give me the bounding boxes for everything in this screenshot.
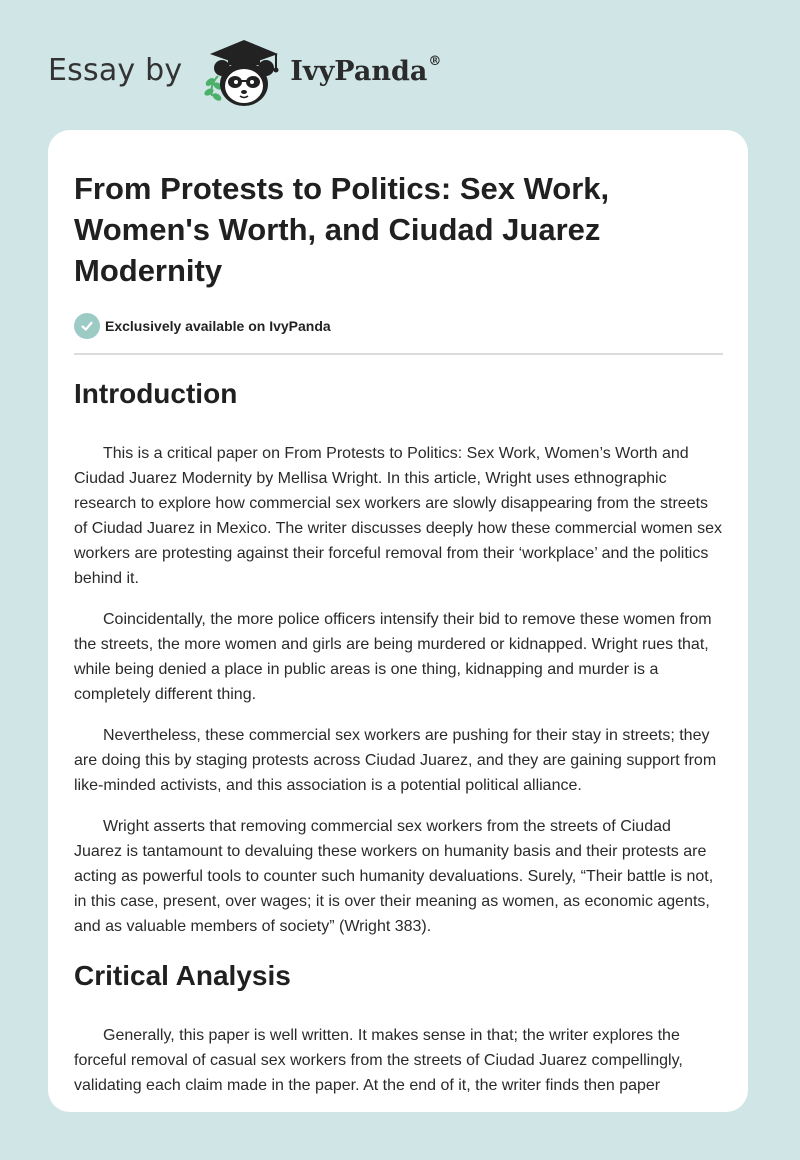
essay-content bbox=[74, 168, 723, 1098]
divider bbox=[74, 353, 723, 355]
panda-graduate-icon bbox=[198, 36, 284, 110]
registered-mark: ® bbox=[428, 53, 442, 69]
paragraph: Nevertheless, these commercial sex workers are pushing for their stay in streets; they are doing this by staging protests across Ciudad Juarez, and they are gaining support from like-minded activists, and this association is a potential political alliance. bbox=[74, 727, 717, 794]
ivypanda-logo[interactable] bbox=[198, 36, 441, 110]
page-title: From Protests to Politics: Sex Work, Women's Worth, and Ciudad Juarez Modernity bbox=[74, 171, 610, 288]
essay-card bbox=[48, 130, 748, 1112]
paragraph: Generally, this paper is well written. It makes sense in that; the writer explores the forceful removal of casual sex workers from the streets of Ciudad Juarez compellingly, validating each claim made in the paper. At the end of it, the writer finds then paper bbox=[74, 1027, 683, 1094]
badge-label: Exclusively available on IvyPanda bbox=[105, 318, 331, 334]
check-circle-icon bbox=[74, 313, 100, 339]
section-heading-critical-analysis: Critical Analysis bbox=[74, 960, 291, 991]
essay-by-label: Essay by bbox=[48, 52, 183, 88]
paragraph: Coincidentally, the more police officers intensify their bid to remove these women from the streets, the more women and girls are being murdered or kidnapped. Wright rues that, while being denied a place in public areas is one thing, kidnapping and murder is a completely different thing. bbox=[74, 611, 712, 703]
brand-name: IvyPanda® bbox=[290, 53, 442, 87]
section-heading-introduction: Introduction bbox=[74, 378, 238, 409]
paragraph: Wright asserts that removing commercial sex workers from the streets of Ciudad Juarez is tantamount to devaluing these workers on humanity basis and their protests are acting as powerful tools to counter such humanity devaluations. Surely, “Their battle is not, in this case, present, over wages; it is over their meaning as women, as economic agents, and as valuable members of society” (Wright 383). bbox=[74, 818, 714, 935]
exclusive-badge bbox=[74, 313, 723, 339]
paragraph: This is a critical paper on From Protests to Politics: Sex Work, Women’s Worth and Ciudad Juarez Modernity by Mellisa Wright. In this article, Wright uses ethnographic research to explore how commercial sex workers are slowly disappearing from the streets of Ciudad Juarez in Mexico. The writer discusses deeply how these commercial women sex workers are protesting against their forceful removal from their ‘workplace’ and the politics behind it. bbox=[74, 445, 722, 587]
site-header bbox=[48, 36, 441, 110]
